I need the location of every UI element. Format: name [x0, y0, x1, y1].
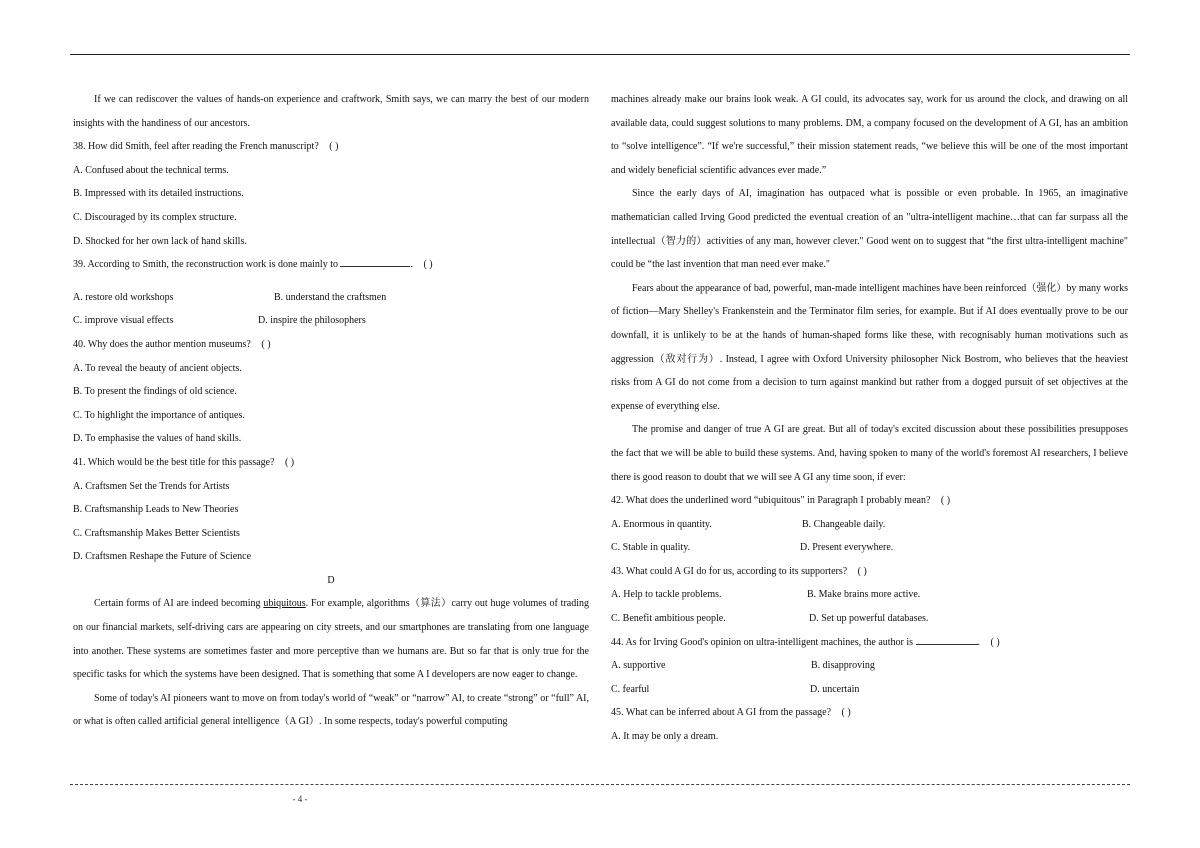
answer-paren[interactable]: ( ): [423, 259, 433, 271]
answer-paren[interactable]: ( ): [261, 338, 271, 350]
option-44-a[interactable]: A. supportive: [611, 660, 666, 672]
fill-blank[interactable]: [916, 634, 978, 645]
question-number: 40.: [73, 338, 86, 350]
option-44-d[interactable]: D. uncertain: [810, 683, 860, 695]
options-43-row-1: [611, 583, 1128, 607]
fill-blank[interactable]: [340, 256, 410, 267]
question-text: What does the underlined word “ubiquitous" in Paragraph I probably mean?: [625, 495, 931, 507]
options-43-row-2: [611, 607, 1128, 631]
question-38: [73, 135, 589, 159]
option-45-a[interactable]: A. It may be only a dream.: [611, 731, 719, 743]
option-42-a[interactable]: A. Enormous in quantity.: [611, 518, 712, 530]
page-number: - 4 -: [292, 794, 308, 804]
options-39-row-2: [73, 309, 589, 333]
blank-suffix: .: [410, 259, 413, 271]
right-column: [611, 88, 1128, 749]
option-42-c[interactable]: C. Stable in quality.: [611, 542, 691, 554]
option-39-b[interactable]: B. understand the craftsmen: [274, 291, 387, 303]
passage-d-paragraph-4: Fears about the appearance of bad, powerful, man-made intelligent machines have been reinforced（强化）by many works of fiction—Mary Shelley's Frankenstein and the Terminator film series, for example. But if AI does eventually prove to be our downfall, it is unlikely to be at the hands of human-shaped forms like these, with recognisably human motivations such as aggression（敌对行为）. Instead, I agree with Oxford University philosopher Nick Bostrom, who believes that the heaviest risks from A GI do not come from a decision to turn against mankind but rather from a dogged pursuit of set objectives at the expense of everything else.: [611, 282, 1128, 412]
section-label: D: [327, 574, 335, 586]
answer-paren[interactable]: ( ): [990, 636, 1000, 648]
p1-text: Certain forms of AI are indeed becoming: [94, 598, 264, 610]
question-text: Which would be the best title for this passage?: [87, 456, 275, 468]
question-text: According to Smith, the reconstruction work is done mainly to: [87, 259, 338, 271]
option-40-b[interactable]: B. To present the findings of old science.: [73, 386, 237, 398]
footer-rule: [70, 784, 1130, 785]
question-45: [611, 701, 1128, 725]
question-number: 44.: [611, 636, 624, 648]
option-41-b[interactable]: B. Craftsmanship Leads to New Theories: [73, 504, 239, 516]
passage-d-paragraph-2: Some of today's AI pioneers want to move on from today's world of “weak” or “narrow” AI, to create “strong” or “full” AI, or what is often called artificial general intelligence（A GI）. In some respects, today's powerful computing: [73, 692, 589, 728]
question-text: What can be inferred about A GI from the passage?: [625, 707, 832, 719]
p1-text-cont: . For example, algorithms（算法）carry out huge volumes of trading on our financial markets, self-driving cars are appearing on city streets, and our smartphones are translating from one language into another. These systems are sometimes faster and more perceptive than we humans are. But so far that is only true for the specific tasks for which the systems have been designed. That is something that some A I developers are now eager to change.: [73, 598, 589, 681]
question-39: [73, 253, 589, 277]
options-39-row-1: [73, 286, 589, 310]
option-38-c[interactable]: C. Discouraged by its complex structure.: [73, 211, 237, 223]
option-40-d[interactable]: D. To emphasise the values of hand skills.: [73, 433, 242, 445]
answer-paren[interactable]: ( ): [857, 565, 867, 577]
option-38-a[interactable]: A. Confused about the technical terms.: [73, 164, 229, 176]
option-43-c[interactable]: C. Benefit ambitious people.: [611, 613, 726, 625]
passage-d-paragraph-5: The promise and danger of true A GI are great. But all of today's excited discussion about these possibilities presupposes the fact that we will be able to build these systems. And, having spoken to many of the world's foremost AI researchers, I believe there is good reason to doubt that we will see A GI any time soon, if ever:: [611, 424, 1128, 483]
option-41-a[interactable]: A. Craftsmen Set the Trends for Artists: [73, 480, 230, 492]
answer-paren[interactable]: ( ): [284, 456, 295, 468]
question-number: 38.: [73, 141, 86, 153]
answer-paren[interactable]: ( ): [940, 495, 951, 507]
left-column: [73, 88, 589, 734]
question-number: 43.: [611, 565, 624, 577]
question-text: Why does the author mention museums?: [87, 338, 251, 350]
question-text: What could A GI do for us, according to its supporters?: [625, 565, 848, 577]
option-39-d[interactable]: D. inspire the philosophers: [258, 315, 366, 327]
option-43-d[interactable]: D. Set up powerful databases.: [809, 613, 929, 625]
options-42-row-1: [611, 513, 1128, 537]
options-44-row-1: [611, 654, 1128, 678]
question-number: 41.: [73, 456, 86, 468]
answer-paren[interactable]: ( ): [841, 707, 851, 719]
question-number: 42.: [611, 495, 624, 507]
question-44: [611, 631, 1128, 655]
option-42-d[interactable]: D. Present everywhere.: [800, 542, 894, 554]
option-39-c[interactable]: C. improve visual effects: [73, 315, 174, 327]
option-41-c[interactable]: C. Craftsmanship Makes Better Scientists: [73, 527, 240, 539]
passage-d-paragraph-1: [73, 592, 589, 686]
question-number: 39.: [73, 259, 86, 271]
question-text: As for Irving Good's opinion on ultra-intelligent machines, the author is: [625, 636, 914, 648]
underlined-word: ubiquitous: [263, 598, 306, 610]
header-rule: [70, 54, 1130, 55]
option-43-b[interactable]: B. Make brains more active.: [807, 589, 921, 601]
options-42-row-2: [611, 536, 1128, 560]
option-44-c[interactable]: C. fearful: [611, 683, 650, 695]
passage-d-paragraph-2-cont: machines already make our brains look weak. A GI could, its advocates say, work for us around the clock, and drawing on all available data, could suggest solutions to many problems. DM, a company focused on the development of A GI, has an ambition to “solve intelligence”. “If we're successful,” their mission statement reads, “we believe this will be one of the most important and widely beneficial scientific advances ever made.”: [611, 94, 1128, 176]
question-number: 45.: [611, 707, 624, 719]
option-38-d[interactable]: D. Shocked for her own lack of hand skills.: [73, 235, 247, 247]
option-44-b[interactable]: B. disapproving: [811, 660, 875, 672]
option-43-a[interactable]: A. Help to tackle problems.: [611, 589, 722, 601]
option-39-a[interactable]: A. restore old workshops: [73, 291, 174, 303]
options-44-row-2: [611, 678, 1128, 702]
option-40-a[interactable]: A. To reveal the beauty of ancient objects.: [73, 362, 242, 374]
answer-paren[interactable]: ( ): [329, 141, 339, 153]
question-40: [73, 333, 589, 357]
question-text: How did Smith, feel after reading the French manuscript?: [88, 141, 319, 153]
option-42-b[interactable]: B. Changeable daily.: [802, 518, 886, 530]
option-40-c[interactable]: C. To highlight the importance of antiques.: [73, 409, 245, 421]
passage-d-paragraph-3: Since the early days of AI, imagination has outpaced what is possible or even probable. In 1965, an imaginative mathematician called Irving Good predicted the eventual creation of an "ultra-intelligent machine…that can far surpass all the intellectual（智力的）activities of any man, however clever." Good went on to suggest that “the first ultra-intelligent machine" could be “the last invention that man need ever make.": [611, 188, 1128, 271]
blank-suffix: .: [977, 636, 981, 648]
question-42: [611, 489, 1128, 513]
question-41: [73, 451, 589, 475]
option-38-b[interactable]: B. Impressed with its detailed instructions.: [73, 188, 244, 200]
option-41-d[interactable]: D. Craftsmen Reshape the Future of Science: [73, 551, 252, 563]
intro-paragraph: If we can rediscover the values of hands-on experience and craftwork, Smith says, we can marry the best of our modern insights with the handiness of our ancestors.: [73, 94, 589, 129]
question-43: [611, 560, 1128, 584]
